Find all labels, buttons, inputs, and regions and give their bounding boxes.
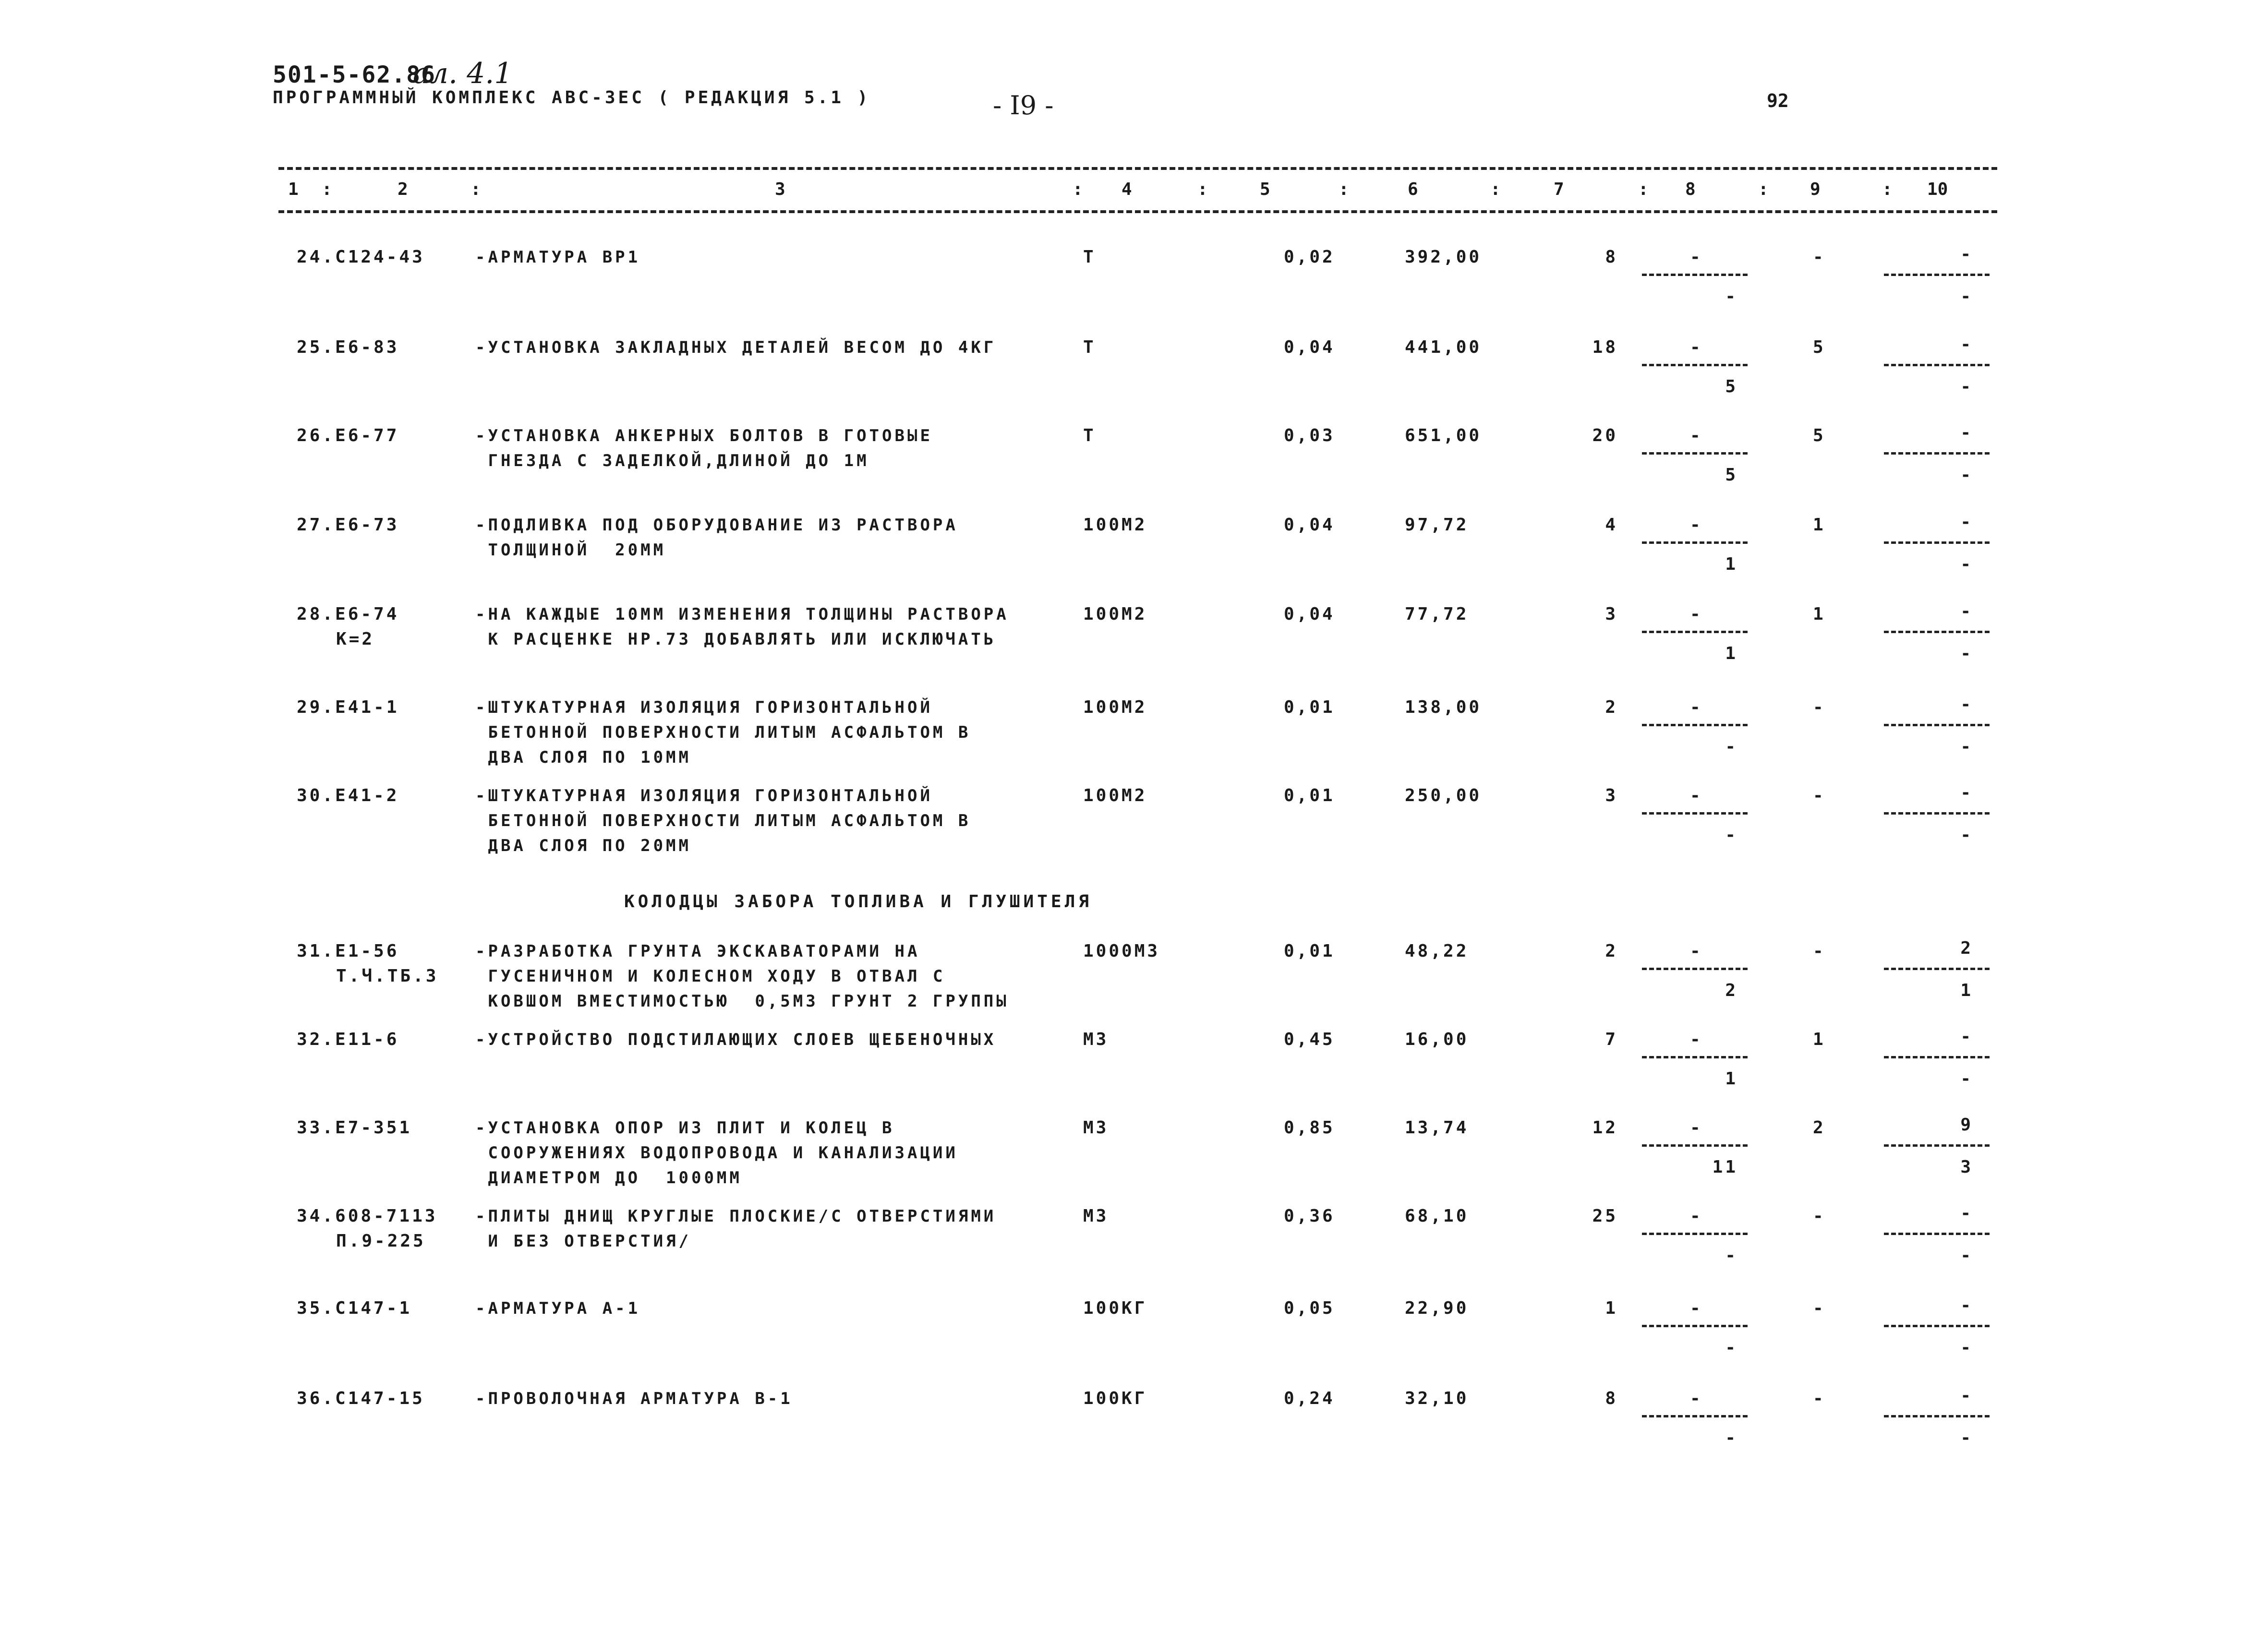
column-separator: : — [322, 180, 332, 199]
column-separator: : — [1339, 180, 1349, 199]
row-unit-price: 48,22 — [1405, 941, 1469, 961]
row-code-suffix: П.9-225 — [336, 1231, 426, 1251]
row-col10-bottom: - — [1960, 1246, 1973, 1265]
row-description-line: ДИАМЕТРОМ ДО 1000ММ — [475, 1168, 742, 1188]
column-separator: : — [1758, 180, 1769, 199]
row-col9: - — [1813, 1206, 1826, 1226]
column-separator: : — [1197, 180, 1208, 199]
row-col7: 4 — [1605, 515, 1618, 535]
row-quantity: 0,24 — [1284, 1389, 1335, 1408]
row-col8-bottom: - — [1725, 737, 1738, 756]
row-quantity: 0,04 — [1284, 515, 1335, 535]
row-description-line: -АРМАТУРА ВР1 — [475, 248, 641, 267]
row-col8-bottom: 2 — [1725, 981, 1738, 1000]
column-number-4: 4 — [1122, 180, 1132, 199]
row-quantity: 0,02 — [1284, 247, 1335, 267]
row-col10-top: - — [1960, 1296, 1973, 1315]
row-col8-bottom: 11 — [1712, 1157, 1738, 1177]
row-description-line: ТОЛЩИНОЙ 20ММ — [475, 540, 666, 560]
row-description-line: КОВШОМ ВМЕСТИМОСТЬЮ 0,5М3 ГРУНТ 2 ГРУППЫ — [475, 992, 1009, 1011]
row-col9: 1 — [1813, 604, 1826, 624]
row-code: 24.С124-43 — [297, 247, 425, 267]
row-description-line: -УСТРОЙСТВО ПОДСТИЛАЮЩИХ СЛОЕВ ЩЕБЕНОЧНЫХ — [475, 1030, 997, 1049]
row-description-line: -ПОДЛИВКА ПОД ОБОРУДОВАНИЕ ИЗ РАСТВОРА — [475, 516, 958, 535]
row-quantity: 0,85 — [1284, 1118, 1335, 1138]
fraction-divider — [1642, 1415, 1748, 1417]
row-col9: - — [1813, 1389, 1826, 1408]
row-col10-bottom: - — [1960, 1069, 1973, 1089]
row-col10-bottom: - — [1960, 287, 1973, 306]
row-description-line: -УСТАНОВКА АНКЕРНЫХ БОЛТОВ В ГОТОВЫЕ — [475, 426, 933, 445]
row-code: 36.С147-15 — [297, 1389, 425, 1408]
row-col10-top: - — [1960, 695, 1973, 714]
fraction-divider — [1884, 1233, 1990, 1235]
row-description-line: -ШТУКАТУРНАЯ ИЗОЛЯЦИЯ ГОРИЗОНТАЛЬНОЙ — [475, 786, 933, 805]
row-col8-top: - — [1690, 697, 1703, 717]
row-code: 35.С147-1 — [297, 1298, 412, 1318]
row-col9: 1 — [1813, 1030, 1826, 1049]
fraction-divider — [1884, 631, 1990, 633]
column-separator: : — [1882, 180, 1893, 199]
row-code: 30.Е41-2 — [297, 786, 399, 805]
header-rule-top — [278, 167, 1997, 170]
row-description-line: СООРУЖЕНИЯХ ВОДОПРОВОДА И КАНАЛИЗАЦИИ — [475, 1143, 958, 1163]
column-separator: : — [1073, 180, 1083, 199]
row-description-line: -ШТУКАТУРНАЯ ИЗОЛЯЦИЯ ГОРИЗОНТАЛЬНОЙ — [475, 698, 933, 717]
fraction-divider — [1884, 1056, 1990, 1058]
row-col8-top: - — [1690, 1030, 1703, 1049]
row-unit: Т — [1083, 247, 1096, 267]
column-number-2: 2 — [398, 180, 408, 199]
row-code: 27.Е6-73 — [297, 515, 399, 535]
row-col7: 3 — [1605, 604, 1618, 624]
fraction-divider — [1642, 452, 1748, 455]
row-col8-bottom: - — [1725, 825, 1738, 845]
row-col10-top: - — [1960, 423, 1973, 443]
row-col9: 5 — [1813, 426, 1826, 445]
row-col8-bottom: - — [1725, 287, 1738, 306]
row-description-line: БЕТОННОЙ ПОВЕРХНОСТИ ЛИТЫМ АСФАЛЬТОМ В — [475, 723, 971, 742]
row-description-line: -УСТАНОВКА ЗАКЛАДНЫХ ДЕТАЛЕЙ ВЕСОМ ДО 4КГ — [475, 338, 997, 357]
row-description-line: ДВА СЛОЯ ПО 10ММ — [475, 748, 691, 767]
fraction-divider — [1642, 812, 1748, 815]
row-quantity: 0,45 — [1284, 1030, 1335, 1049]
row-unit-price: 13,74 — [1405, 1118, 1469, 1138]
row-unit: 100М2 — [1083, 515, 1147, 535]
row-col10-top: - — [1960, 512, 1973, 532]
fraction-divider — [1642, 1144, 1748, 1147]
row-unit: 100М2 — [1083, 786, 1147, 805]
row-code: 28.Е6-74 — [297, 604, 399, 624]
row-unit-price: 651,00 — [1405, 426, 1482, 445]
row-description-line: -УСТАНОВКА ОПОР ИЗ ПЛИТ И КОЛЕЦ В — [475, 1118, 895, 1138]
row-col10-bottom: - — [1960, 644, 1973, 663]
row-col8-top: - — [1690, 941, 1703, 961]
row-col9: - — [1813, 697, 1826, 717]
row-quantity: 0,05 — [1284, 1298, 1335, 1318]
row-unit: М3 — [1083, 1206, 1109, 1226]
fraction-divider — [1884, 812, 1990, 815]
fraction-divider — [1884, 364, 1990, 366]
row-unit: М3 — [1083, 1030, 1109, 1049]
row-col9: 2 — [1813, 1118, 1826, 1138]
fraction-divider — [1884, 541, 1990, 544]
row-col10-bottom: - — [1960, 1338, 1973, 1357]
row-code: 29.Е41-1 — [297, 697, 399, 717]
sheet-number: 92 — [1767, 90, 1789, 111]
row-col9: - — [1813, 247, 1826, 267]
row-unit-price: 16,00 — [1405, 1030, 1469, 1049]
row-col10-bottom: - — [1960, 554, 1973, 574]
row-description-line: -ПЛИТЫ ДНИЩ КРУГЛЫЕ ПЛОСКИЕ/С ОТВЕРСТИЯМИ — [475, 1207, 997, 1226]
row-code: 31.Е1-56 — [297, 941, 399, 961]
fraction-divider — [1642, 724, 1748, 726]
row-col10-bottom: - — [1960, 465, 1973, 485]
fraction-divider — [1884, 1144, 1990, 1147]
row-col9: - — [1813, 786, 1826, 805]
fraction-divider — [1642, 1233, 1748, 1235]
row-quantity: 0,36 — [1284, 1206, 1335, 1226]
row-code-suffix: К=2 — [336, 629, 375, 649]
fraction-divider — [1884, 452, 1990, 455]
row-quantity: 0,01 — [1284, 697, 1335, 717]
row-col10-bottom: - — [1960, 1428, 1973, 1448]
fraction-divider — [1884, 1325, 1990, 1327]
column-number-6: 6 — [1408, 180, 1418, 199]
row-col8-top: - — [1690, 1118, 1703, 1138]
row-col7: 1 — [1605, 1298, 1618, 1318]
row-description-line: К РАСЦЕНКЕ НР.73 ДОБАВЛЯТЬ ИЛИ ИСКЛЮЧАТЬ — [475, 630, 997, 649]
row-unit-price: 250,00 — [1405, 786, 1482, 805]
row-description-line: ГНЕЗДА С ЗАДЕЛКОЙ,ДЛИНОЙ ДО 1М — [475, 451, 869, 470]
row-col10-top: 9 — [1960, 1115, 1973, 1135]
row-unit: Т — [1083, 337, 1096, 357]
row-col8-top: - — [1690, 247, 1703, 267]
row-code: 26.Е6-77 — [297, 426, 399, 445]
row-description-line: -АРМАТУРА А-1 — [475, 1299, 641, 1318]
row-col7: 12 — [1592, 1118, 1618, 1138]
row-quantity: 0,01 — [1284, 941, 1335, 961]
row-unit: 100М2 — [1083, 604, 1147, 624]
fraction-divider — [1642, 1056, 1748, 1058]
row-col8-top: - — [1690, 1298, 1703, 1318]
row-unit-price: 68,10 — [1405, 1206, 1469, 1226]
document-code: 501-5-62.86 — [273, 61, 436, 88]
row-description-line: И БЕЗ ОТВЕРСТИЯ/ — [475, 1232, 691, 1251]
row-col7: 8 — [1605, 1389, 1618, 1408]
row-col8-bottom: 1 — [1725, 1069, 1738, 1089]
row-description-line: ДВА СЛОЯ ПО 20ММ — [475, 836, 691, 855]
row-col9: 5 — [1813, 337, 1826, 357]
header-rule-bottom — [278, 210, 1997, 213]
row-col9: - — [1813, 1298, 1826, 1318]
row-col9: - — [1813, 941, 1826, 961]
row-col8-top: - — [1690, 1389, 1703, 1408]
column-separator: : — [470, 180, 481, 199]
row-col7: 20 — [1592, 426, 1618, 445]
column-number-9: 9 — [1810, 180, 1821, 199]
row-col10-top: - — [1960, 601, 1973, 621]
row-code: 25.Е6-83 — [297, 337, 399, 357]
handwritten-note: ал. 4.1 — [413, 57, 513, 90]
row-col10-top: - — [1960, 1386, 1973, 1405]
row-description-line: -РАЗРАБОТКА ГРУНТА ЭКСКАВАТОРАМИ НА — [475, 942, 920, 961]
row-col9: 1 — [1813, 515, 1826, 535]
row-col8-bottom: 5 — [1725, 465, 1738, 485]
row-col10-top: - — [1960, 244, 1973, 264]
row-unit: 100КГ — [1083, 1389, 1147, 1408]
row-unit-price: 138,00 — [1405, 697, 1482, 717]
row-quantity: 0,04 — [1284, 604, 1335, 624]
row-col8-bottom: - — [1725, 1246, 1738, 1265]
row-col10-bottom: - — [1960, 737, 1973, 756]
fraction-divider — [1642, 968, 1748, 970]
fraction-divider — [1642, 274, 1748, 276]
fraction-divider — [1642, 1325, 1748, 1327]
row-col10-top: - — [1960, 1203, 1973, 1223]
fraction-divider — [1642, 631, 1748, 633]
row-col8-top: - — [1690, 426, 1703, 445]
row-quantity: 0,04 — [1284, 337, 1335, 357]
fraction-divider — [1884, 724, 1990, 726]
row-unit: Т — [1083, 426, 1096, 445]
row-col8-bottom: 1 — [1725, 554, 1738, 574]
row-col8-top: - — [1690, 1206, 1703, 1226]
row-code: 32.Е11-6 — [297, 1030, 399, 1049]
fraction-divider — [1642, 364, 1748, 366]
row-col10-bottom: - — [1960, 377, 1973, 396]
row-description-line: -НА КАЖДЫЕ 10ММ ИЗМЕНЕНИЯ ТОЛЩИНЫ РАСТВОРА — [475, 605, 1009, 624]
row-col8-bottom: - — [1725, 1338, 1738, 1357]
column-number-1: 1 — [288, 180, 299, 199]
row-code-suffix: Т.Ч.ТБ.3 — [336, 966, 439, 986]
row-col8-bottom: - — [1725, 1428, 1738, 1448]
row-col7: 2 — [1605, 697, 1618, 717]
row-unit-price: 77,72 — [1405, 604, 1469, 624]
row-col7: 2 — [1605, 941, 1618, 961]
row-unit: 100М2 — [1083, 697, 1147, 717]
row-unit: 1000М3 — [1083, 941, 1160, 961]
section-title: КОЛОДЦЫ ЗАБОРА ТОПЛИВА И ГЛУШИТЕЛЯ — [624, 892, 1092, 912]
row-col10-bottom: - — [1960, 825, 1973, 845]
row-unit: 100КГ — [1083, 1298, 1147, 1318]
row-unit-price: 32,10 — [1405, 1389, 1469, 1408]
column-separator: : — [1638, 180, 1649, 199]
row-col7: 18 — [1592, 337, 1618, 357]
row-col7: 8 — [1605, 247, 1618, 267]
row-col10-top: - — [1960, 1027, 1973, 1046]
row-unit-price: 441,00 — [1405, 337, 1482, 357]
row-quantity: 0,03 — [1284, 426, 1335, 445]
fraction-divider — [1884, 1415, 1990, 1417]
column-number-3: 3 — [775, 180, 785, 199]
fraction-divider — [1884, 274, 1990, 276]
row-col8-top: - — [1690, 786, 1703, 805]
row-col7: 3 — [1605, 786, 1618, 805]
row-col7: 25 — [1592, 1206, 1618, 1226]
row-unit-price: 392,00 — [1405, 247, 1482, 267]
row-col8-bottom: 1 — [1725, 644, 1738, 663]
row-quantity: 0,01 — [1284, 786, 1335, 805]
row-col10-top: 2 — [1960, 938, 1973, 958]
row-code: 33.Е7-351 — [297, 1118, 412, 1138]
row-description-line: -ПРОВОЛОЧНАЯ АРМАТУРА В-1 — [475, 1389, 793, 1408]
row-unit-price: 22,90 — [1405, 1298, 1469, 1318]
row-col10-top: - — [1960, 335, 1973, 354]
row-description-line: БЕТОННОЙ ПОВЕРХНОСТИ ЛИТЫМ АСФАЛЬТОМ В — [475, 811, 971, 830]
row-col7: 7 — [1605, 1030, 1618, 1049]
row-col10-bottom: 1 — [1960, 981, 1973, 1000]
row-col8-top: - — [1690, 337, 1703, 357]
column-number-7: 7 — [1554, 180, 1564, 199]
page-number: - I9 - — [993, 90, 1054, 120]
program-title: ПРОГРАММНЫЙ КОМПЛЕКС АВС-ЗЕС ( РЕДАКЦИЯ 5.1 ) — [273, 88, 871, 108]
row-col8-top: - — [1690, 515, 1703, 535]
row-description-line: ГУСЕНИЧНОМ И КОЛЕСНОМ ХОДУ В ОТВАЛ С — [475, 967, 946, 986]
fraction-divider — [1642, 541, 1748, 544]
fraction-divider — [1884, 968, 1990, 970]
column-number-10: 10 — [1927, 180, 1948, 199]
row-col8-top: - — [1690, 604, 1703, 624]
row-unit-price: 97,72 — [1405, 515, 1469, 535]
row-col10-bottom: 3 — [1960, 1157, 1973, 1177]
row-code: 34.608-7113 — [297, 1206, 438, 1226]
row-col8-bottom: 5 — [1725, 377, 1738, 396]
row-unit: М3 — [1083, 1118, 1109, 1138]
column-number-8: 8 — [1685, 180, 1696, 199]
row-col10-top: - — [1960, 783, 1973, 803]
column-number-5: 5 — [1260, 180, 1270, 199]
column-separator: : — [1490, 180, 1501, 199]
